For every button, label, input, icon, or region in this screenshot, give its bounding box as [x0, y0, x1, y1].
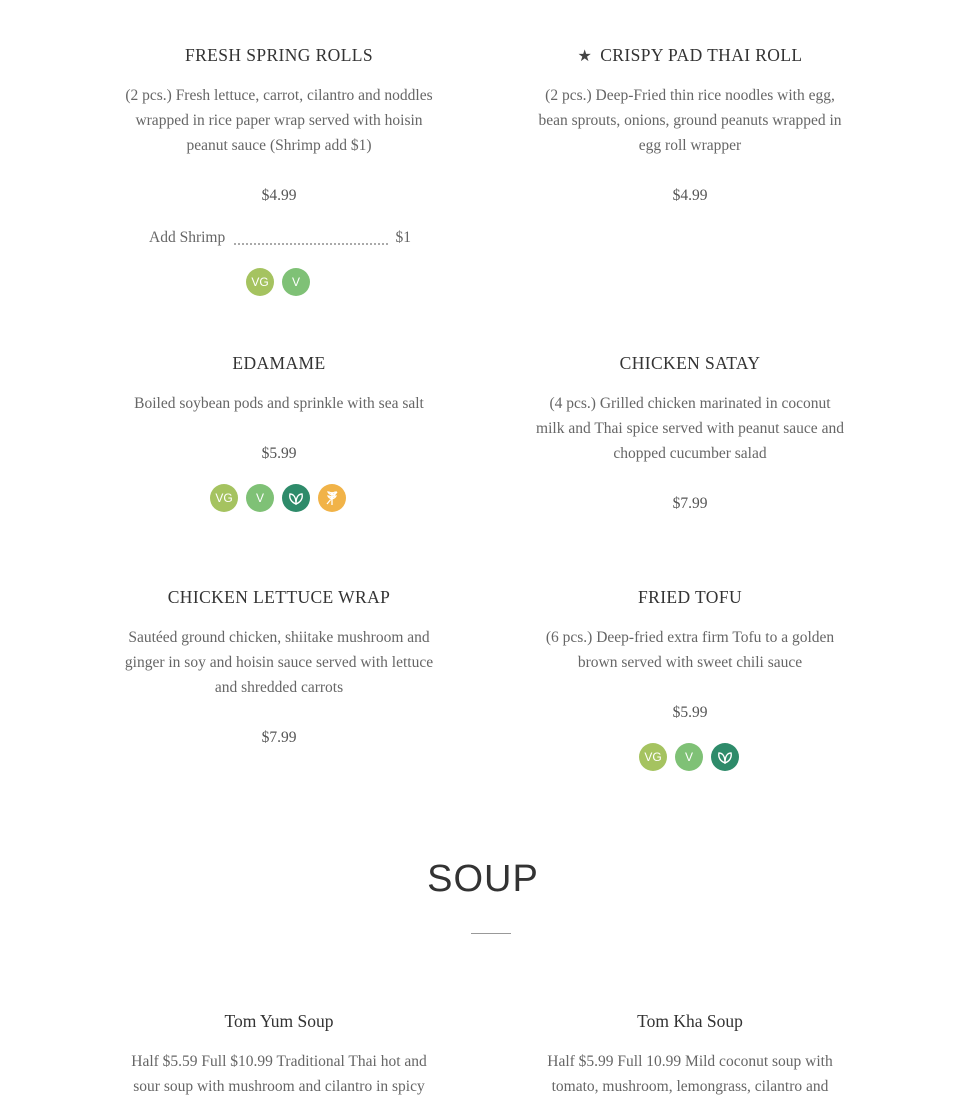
- section-title-soup: SOUP: [427, 858, 539, 900]
- item-name: ★ CRISPY PAD THAI ROLL: [577, 45, 803, 65]
- item-name: CHICKEN LETTUCE WRAP: [167, 587, 391, 607]
- vegan-icon: VG: [639, 743, 667, 771]
- vegan-icon: VG: [210, 484, 238, 512]
- vegetarian-icon: V: [675, 743, 703, 771]
- dietary-badges: [210, 484, 346, 512]
- item-name: FRIED TOFU: [637, 587, 742, 607]
- item-description: (6 pcs.) Deep-fried extra firm Tofu to a golden brown served with sweet chili sauce: [545, 628, 835, 671]
- menu-item-edamame: [124, 355, 434, 416]
- menu-item-crispy-pad-thai-roll: [535, 47, 845, 158]
- item-price: $4.99: [672, 187, 708, 204]
- item-description: (4 pcs.) Grilled chicken marinated in coconut milk and Thai spice served with peanut sauce and chopped cucumber salad: [536, 394, 844, 462]
- leaf-icon: [282, 484, 310, 512]
- item-description: (2 pcs.) Deep-Fried thin rice noodles with egg, bean sprouts, onions, ground peanuts wrapped in egg roll wrapper: [538, 87, 842, 154]
- item-price: $5.99: [261, 445, 297, 462]
- menu-item-tom-kha-soup: [535, 1013, 845, 1099]
- item-price: $7.99: [672, 495, 708, 512]
- item-name: Tom Kha Soup: [637, 1011, 743, 1031]
- addon-label: Add Shrimp: [149, 229, 226, 246]
- addon-price: $1: [395, 229, 411, 246]
- dietary-badges: [246, 268, 310, 296]
- dietary-badges: [639, 743, 739, 771]
- addon-row: [149, 229, 411, 247]
- menu-item-fresh-spring-rolls: [124, 47, 434, 158]
- item-description: Sautéed ground chicken, shiitake mushroom and ginger in soy and hoisin sauce served with lettuce and shredded carrots: [124, 628, 434, 696]
- item-description: Boiled soybean pods and sprinkle with sea salt: [134, 394, 424, 412]
- menu-item-chicken-lettuce-wrap: [124, 589, 434, 700]
- item-price: $5.99: [672, 704, 708, 721]
- item-name: EDAMAME: [232, 353, 326, 373]
- vegan-icon: VG: [246, 268, 274, 296]
- item-description: Half $5.99 Full 10.99 Mild coconut soup with tomato, mushroom, lemongrass, cilantro and: [547, 1052, 833, 1095]
- gluten-free-icon: [318, 484, 346, 512]
- vegetarian-icon: V: [246, 484, 274, 512]
- item-description: (2 pcs.) Fresh lettuce, carrot, cilantro and noddles wrapped in rice paper wrap served with hoisin peanut sauce (Shrimp add $1): [125, 86, 433, 154]
- section-divider: [471, 933, 511, 934]
- star-icon: ★: [577, 48, 593, 65]
- dot-leader: [234, 243, 387, 245]
- leaf-icon: [711, 743, 739, 771]
- menu-item-chicken-satay: [535, 355, 845, 466]
- menu-item-tom-yum-soup: [124, 1013, 434, 1099]
- item-price: $4.99: [261, 187, 297, 204]
- vegetarian-icon: V: [282, 268, 310, 296]
- menu-item-fried-tofu: [535, 589, 845, 675]
- item-description: Half $5.59 Full $10.99 Traditional Thai hot and sour soup with mushroom and cilantro in spicy: [131, 1052, 427, 1095]
- item-name: CHICKEN SATAY: [619, 353, 761, 373]
- item-name: FRESH SPRING ROLLS: [184, 45, 374, 65]
- item-price: $7.99: [261, 729, 297, 746]
- item-name: Tom Yum Soup: [224, 1011, 334, 1031]
